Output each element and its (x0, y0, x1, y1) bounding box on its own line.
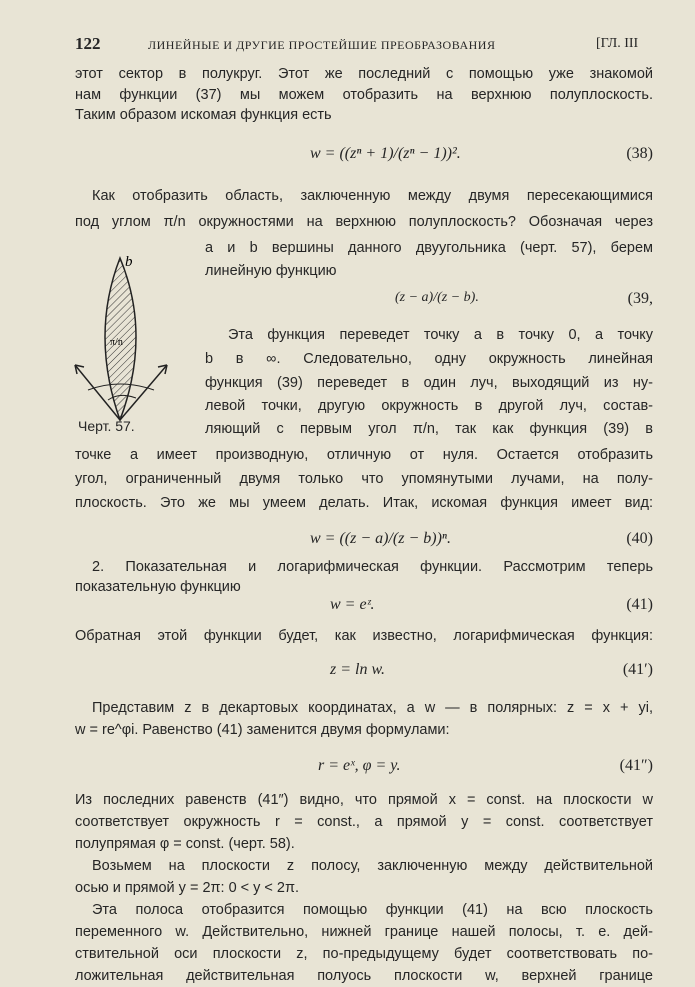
text-line: a и b вершины данного двуугольника (черт. 57), берем (205, 240, 653, 256)
text-line: линейную функцию (205, 263, 337, 279)
figure-57-lune-diagram (60, 250, 200, 425)
equation-40: w = ((z − a)/(z − b))ⁿ. (310, 530, 451, 547)
text-line: показательную функцию (75, 579, 241, 595)
text-line: этот сектор в полукруг. Этот же последний с помощью уже знакомой (75, 66, 653, 82)
text-line: угол, ограниченный двумя только что упомянутыми лучами, на полу- (75, 471, 653, 487)
text-line: Как отобразить область, заключенную между двумя пересекающимися (92, 188, 653, 204)
equation-number: (41) (626, 596, 653, 613)
text-line: плоскость. Это же мы умеем делать. Итак, искомая функция имеет вид: (75, 495, 653, 511)
text-line: w = re^φi. Равенство (41) заменится двумя формулами: (75, 722, 450, 738)
text-line: Представим z в декартовых координатах, а w — в полярных: z = x + yi, (92, 700, 653, 716)
equation-41: w = eᶻ. (330, 596, 375, 613)
text-line: ствительной оси плоскости z, по-предыдущему будет соответствовать по- (75, 946, 653, 962)
chapter-label: [ГЛ. III (596, 36, 639, 51)
equation-number: (39, (627, 290, 653, 307)
text-line: Эта функция переведет точку a в точку 0, а точку (228, 327, 653, 343)
angle-label: π/n (110, 337, 123, 348)
text-line: Таким образом искомая функция есть (75, 107, 332, 123)
text-line: Эта полоса отобразится помощью функции (41) на всю плоскость (92, 902, 653, 918)
running-title: ЛИНЕЙНЫЕ И ДРУГИЕ ПРОСТЕЙШИЕ ПРЕОБРАЗОВАНИЯ (148, 38, 496, 52)
text-line: функция (39) переведет в один луч, выходящий из ну- (205, 375, 653, 391)
text-line: ложительная действительная полуось плоскости w, верхней границе (75, 968, 653, 984)
figure-caption: Черт. 57. (78, 418, 135, 434)
text-line: левой точки, другую окружность в другой луч, состав- (205, 398, 653, 414)
text-line: точке a имеет производную, отличную от нуля. Остается отобразить (75, 447, 653, 463)
text-line: полупрямая φ = const. (черт. 58). (75, 836, 295, 852)
text-line: Возьмем на плоскости z полосу, заключенную между действительной (92, 858, 653, 874)
text-line: нам функции (37) мы можем отобразить на верхнюю полуплоскость. (75, 87, 653, 103)
equation-39: (z − a)/(z − b). (395, 290, 479, 305)
text-line: переменного w. Действительно, нижней границе нашей полосы, т. е. дей- (75, 924, 653, 940)
equation-38: w = ((zⁿ + 1)/(zⁿ − 1))². (310, 145, 461, 162)
equation-number: (40) (626, 530, 653, 547)
text-line: Из последних равенств (41″) видно, что прямой x = const. на плоскости w (75, 792, 653, 808)
equation-41-double-prime: r = eˣ, φ = y. (318, 757, 401, 774)
text-line: осью и прямой y = 2π: 0 < y < 2π. (75, 880, 300, 896)
text-line: под углом π/n окружностями на верхнюю полуплоскость? Обозначая через (75, 214, 653, 230)
text-line: соответствует окружность r = const., а прямой y = const. соответствует (75, 814, 653, 830)
text-line: b в ∞. Следовательно, одну окружность линейная (205, 351, 653, 367)
equation-number: (38) (626, 145, 653, 162)
label-b: b (125, 254, 133, 270)
section-heading-line: 2. Показательная и логарифмическая функции. Рассмотрим теперь (92, 559, 653, 575)
text-line: Обратная этой функции будет, как известно, логарифмическая функция: (75, 628, 653, 644)
equation-number: (41′) (622, 661, 653, 678)
equation-number: (41″) (619, 757, 653, 774)
equation-41-prime: z = ln w. (330, 661, 385, 678)
text-line: ляющий с первым угол π/n, так как функция (39) в (205, 421, 653, 437)
page-number: 122 (75, 34, 101, 53)
